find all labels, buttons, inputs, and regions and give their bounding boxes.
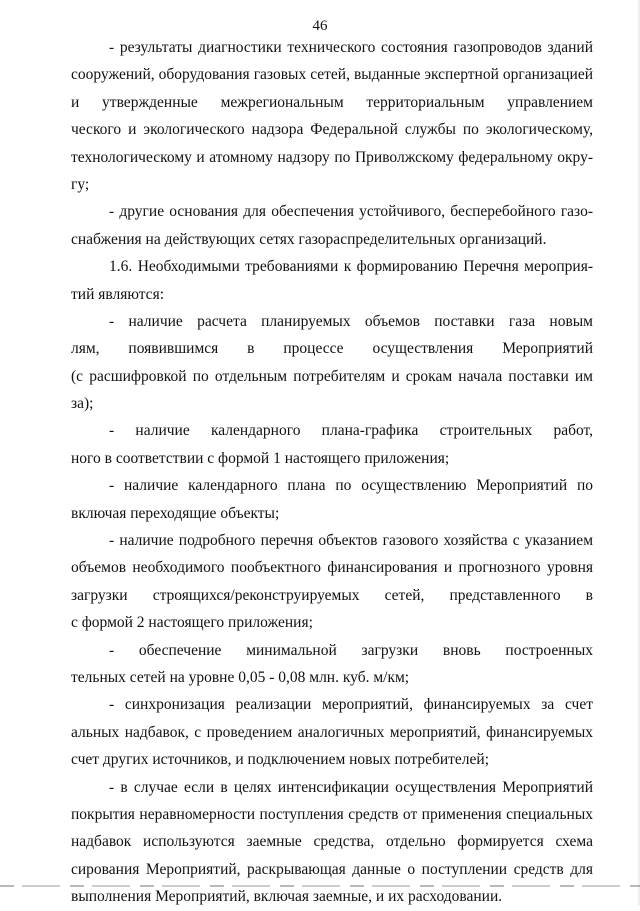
text-line: счет других источников, и подключением новых потребителей; xyxy=(71,751,490,769)
text-line: - наличие календарного плана-графика строительных работ, xyxy=(109,422,593,440)
text-line: - результаты диагностики технического состояния газопроводов зданий xyxy=(109,39,593,56)
text-line: сооружений, оборудования газовых сетей, выданные экспертной организацией xyxy=(71,66,593,84)
text-line: с формой 2 настоящего приложения; xyxy=(71,614,313,632)
text-line: тий являются: xyxy=(71,285,164,303)
text-line: включая переходящие объекты; xyxy=(71,504,280,522)
text-line: надбавок используются заемные средства, отдельно формируется схема xyxy=(71,833,593,851)
text-line: гу; xyxy=(71,175,90,193)
text-line: - в случае если в целях интенсификации осуществления Мероприятий xyxy=(109,778,593,796)
text-line: - наличие календарного плана по осуществлению Мероприятий по xyxy=(109,477,593,495)
document-body xyxy=(71,34,593,911)
text-line: сирования Мероприятий, раскрывающая данные о поступлении средств для xyxy=(71,860,593,878)
text-line: выполнения Мероприятий, включая заемные, и их расходовании. xyxy=(71,888,503,906)
text-line: объемов необходимого пообъектного финансирования и прогнозного уровня xyxy=(71,559,593,577)
text-line: - наличие подробного перечня объектов газового хозяйства с указанием xyxy=(109,532,593,550)
text-line: снабжения на действующих сетях газораспределительных организаций. xyxy=(71,230,547,248)
text-line: - обеспечение минимальной загрузки вновь построенных xyxy=(109,641,593,659)
text-line: (с расшифровкой по отдельным потребителям и срокам начала поставки им xyxy=(71,367,593,385)
text-line: лям, появившимся в процессе осуществления Мероприятий xyxy=(71,340,593,358)
page-number: 46 xyxy=(312,18,328,34)
text-line: покрытия неравномерности поступления средств от применения специальных xyxy=(71,805,593,823)
text-line: - другие основания для обеспечения устойчивого, бесперебойного газо- xyxy=(109,203,593,221)
text-line: - синхронизация реализации мероприятий, финансируемых за счет xyxy=(109,696,593,714)
text-line: ческого и экологического надзора Федеральной службы по экологическому, xyxy=(71,121,593,139)
text-line: - наличие расчета планируемых объемов поставки газа новым xyxy=(109,312,593,330)
text-line: ного в соответствии с формой 1 настоящего приложения; xyxy=(71,449,450,467)
text-line: тельных сетей на уровне 0,05 - 0,08 млн. куб. м/км; xyxy=(71,668,410,686)
text-line: альных надбавок, с проведением аналогичных мероприятий, финансируемых xyxy=(71,723,593,741)
text-line: загрузки строящихся/реконструируемых сетей, представленного в xyxy=(71,586,593,604)
text-line: за); xyxy=(71,395,94,413)
scan-bottom-artifact xyxy=(0,885,640,887)
text-line: и утвержденные межрегиональным территориальным управлением xyxy=(71,93,593,111)
text-line: 1.6. Необходимыми требованиями к формированию Перечня мероприя- xyxy=(109,258,593,276)
text-line: технологическому и атомному надзору по Приволжскому федеральному окру- xyxy=(71,148,593,166)
